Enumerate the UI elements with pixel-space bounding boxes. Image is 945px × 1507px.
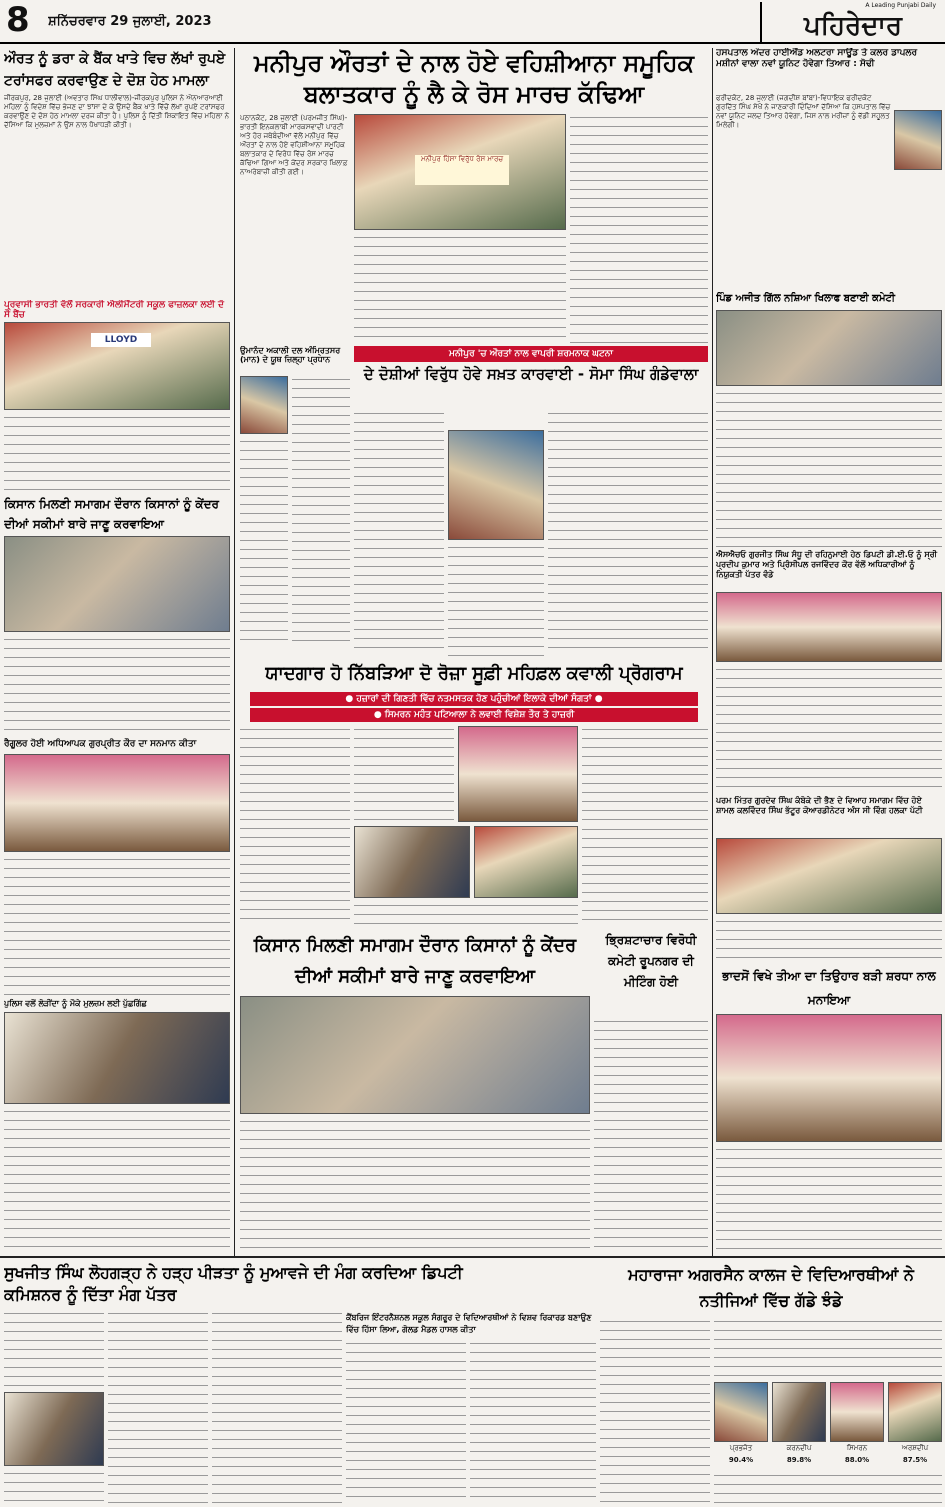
- photo-pind-committee: [716, 310, 942, 386]
- page-number: 8: [6, 0, 30, 40]
- article-body: [4, 636, 230, 736]
- photo-protest-march: [354, 114, 566, 230]
- article-body: [714, 1318, 942, 1378]
- article-body: [346, 1340, 466, 1504]
- headline-manipur-band: ਮਨੀਪੁਰ 'ਚ ਔਰਤਾਂ ਨਾਲ ਵਾਪਰੀ ਸ਼ਰਮਨਾਕ ਘਟਨਾ: [354, 346, 708, 362]
- headline-top-right: ਹਸਪਤਾਲ ਅੰਦਰ ਹਾਈਐਂਡ ਅਲਟਰਾ ਸਾਊਂਡ ਤੇ ਕਲਰ ਡਾਪਲਰ ਮਸ਼ੀਨਾਂ ਵਾਲਾ ਨਵਾਂ ਯੂਨਿਟ ਹੋਵੇਗਾ ਤਿਆਰ : ਸੋਢੀ: [716, 48, 918, 69]
- student-name: ਅਰਸ਼ਦੀਪ: [901, 1444, 929, 1452]
- photo-kisan-meeting: [4, 536, 230, 632]
- headline-sujit: ਸੁਖਜੀਤ ਸਿੰਘ ਲੋਹਗੜ੍ਹ ਨੇ ਹੜ੍ਹ ਪੀੜਤਾ ਨੂੰ ਮੁਆਵਜੇ ਦੀ ਮੰਗ ਕਰਦਿਆ ਡਿਪਟੀ ਕਮਿਸ਼ਨਰ ਨੂੰ ਦਿੱਤਾ ਮੰਗ ਪੱਤਰ: [4, 1263, 463, 1304]
- qawwali-subhead-1: ● ਹਜ਼ਾਰਾਂ ਦੀ ਗਿਣਤੀ ਵਿੱਚ ਨਤਮਸਤਕ ਹੋਣ ਪਹੁੰਚੀਆਂ ਇਲਾਕੇ ਦੀਆਂ ਸੰਗਤਾਂ ●: [250, 692, 698, 706]
- photo-kisan-big: [240, 996, 590, 1114]
- student-name: ਪ੍ਰਭਜੋਤ: [729, 1444, 753, 1452]
- column-rule: [712, 48, 713, 1256]
- akali-block: [240, 346, 350, 656]
- article-body: [354, 902, 578, 926]
- headline-demand: ਦੇ ਦੋਸ਼ੀਆਂ ਵਿਰੁੱਧ ਹੋਵੇ ਸਖ਼ਤ ਕਾਰਵਾਈ - ਸੋਮਾ ਸਿੰਘ ਗੰਡੇਵਾਲਾ: [363, 365, 699, 383]
- article-body: [4, 1310, 104, 1390]
- headline-cambridge: ਕੈਂਬਰਿਜ ਇੰਟਰਨੈਸ਼ਨਲ ਸਕੂਲ ਸੰਗਰੂਰ ਦੇ ਵਿਦਿਆਰਥੀਆਂ ਨੇ ਵਿਸ਼ਵ ਰਿਕਾਰਡ ਬਣਾਉਣ ਵਿੱਚ ਹਿੱਸਾ ਲਿਆ, ਗੋਲਡ ਮੈਡਲ ਹਾਸਲ ਕੀਤਾ: [346, 1313, 592, 1334]
- article-body: [108, 1310, 208, 1504]
- article-body: [354, 410, 444, 656]
- student-card: [830, 1382, 884, 1468]
- article-body: [4, 856, 230, 996]
- student-card: [888, 1382, 942, 1468]
- student-score: 87.5%: [902, 1456, 928, 1464]
- student-name: ਸਿਮਰਨ: [846, 1444, 868, 1452]
- headline-qawwali: ਯਾਦਗਾਰ ਹੋ ਨਿੱਬੜਿਆ ਦੋ ਰੋਜ਼ਾ ਸੂਫ਼ੀ ਮਹਿਫ਼ਲ ਕਵਾਲੀ ਪ੍ਰੋਗਰਾਮ: [265, 663, 683, 684]
- paper-name-logo: [760, 2, 940, 42]
- headline-akali: ਉਮਾਨੰਦ ਅਕਾਲੀ ਦਲ ਅੰਮ੍ਰਿਤਸਰ (ਮਾਨ) ਦੇ ਯੂਥ ਜ਼ਿਲ੍ਹਾ ਪ੍ਰਧਾਨ: [240, 346, 341, 364]
- article-body: [716, 666, 942, 794]
- qawwali-subhead-2: ● ਸਿਮਰਨ ਮਹੰਤ ਪਟਿਆਲਾ ਨੇ ਲਵਾਈ ਵਿਸ਼ੇਸ਼ ਤੌਰ ਤੇ ਹਾਜ਼ਰੀ: [250, 708, 698, 722]
- headline-wedding: ਪਰਮ ਮਿੱਤਰ ਗੁਰਦੇਵ ਸਿੰਘ ਕੰਬੋਕੇ ਦੀ ਭੈਣ ਦੇ ਵਿਆਹ ਸਮਾਗਮ ਵਿੱਚ ਹੋਏ ਸ਼ਾਮਲ ਕਲਵਿੰਦਰ ਸਿੰਘ ਭੱਟੂਰ ਕੋਆਰਡੀਨੇਟਰ ਅੰਸ ਸੀ ਵਿੰਗ ਹਲਕਾ ਪੱਟੀ: [716, 796, 923, 815]
- headline-teeyan: ਭਾਦਸੋਂ ਵਿਖੇ ਤੀਆ ਦਾ ਤਿਉਹਾਰ ਬੜੀ ਸ਼ਰਧਾ ਨਾਲ ਮਨਾਇਆ: [722, 969, 936, 1007]
- article-body: [240, 438, 288, 646]
- student-score: 88.0%: [844, 1456, 870, 1464]
- photo-sujit: [4, 1392, 104, 1466]
- article-body: [716, 1146, 942, 1254]
- article-body: [582, 826, 708, 926]
- headline-kisan-big: ਕਿਸਾਨ ਮਿਲਣੀ ਸਮਾਗਮ ਦੌਰਾਨ ਕਿਸਾਨਾਂ ਨੂੰ ਕੇਂਦਰ ਦੀਆਂ ਸਕੀਮਾਂ ਬਾਰੇ ਜਾਣੂ ਕਰਵਾਇਆ: [253, 935, 577, 987]
- article-body: [292, 376, 350, 646]
- article-body: [240, 1118, 590, 1254]
- photo-police: [4, 1012, 230, 1104]
- student-photo: [888, 1382, 942, 1442]
- article-body: [4, 414, 230, 492]
- article-body: [4, 1108, 230, 1254]
- article-body: [548, 410, 708, 656]
- headline-officer: ਐਸਐਚਓ ਗੁਰਜੀਤ ਸਿੰਘ ਸੰਧੂ ਦੀ ਰਹਿਨੁਮਾਈ ਹੇਠ ਡਿਪਟੀ ਡੀ.ਈ.ਓ ਨੂੰ ਸ੍ਰੀ ਪ੍ਰਦੀਪ ਕੁਮਾਰ ਅਤੇ ਪ੍ਰਿੰਸੀਪਲ ਰਜਵਿੰਦਰ ਕੌਰ ਵੱਲੋਂ ਅਧਿਕਾਰੀਆਂ ਨੂੰ ਨਿਯੁਕਤੀ ਪੱਤਰ ਵੰਡੇ: [716, 550, 938, 579]
- headline-maharaja: ਮਹਾਰਾਜਾ ਅਗਰਸੈਨ ਕਾਲਜ ਦੇ ਵਿਦਿਆਰਥੀਆਂ ਨੇ ਨਤੀਜਿਆਂ ਵਿੱਚ ਗੱਡੇ ਝੰਡੇ: [628, 1265, 914, 1310]
- date-line: ਸ਼ਨਿੱਚਰਵਾਰ 29 ਜੁਲਾਈ, 2023: [48, 14, 212, 29]
- article-body: [470, 1340, 596, 1504]
- article-body: [600, 1318, 710, 1504]
- headline-kisan-small: ਕਿਸਾਨ ਮਿਲਣੀ ਸਮਾਗਮ ਦੌਰਾਨ ਕਿਸਾਨਾਂ ਨੂੰ ਕੇਂਦਰ ਦੀਆਂ ਸਕੀਮਾਂ ਬਾਰੇ ਜਾਣੂ ਕਰਵਾਇਆ: [4, 497, 219, 531]
- student-name: ਕਰਨਦੀਪ: [786, 1444, 812, 1452]
- student-card: [772, 1382, 826, 1468]
- photo-soma-singh: [448, 430, 544, 540]
- headline-school: ਪ੍ਰਵਾਸੀ ਭਾਰਤੀ ਵੱਲੋਂ ਸਰਕਾਰੀ ਐਲੀਮੈਂਟਰੀ ਸਕੂਲ ਫਾਜ਼ਲਕਾ ਲਈ ਦੋ ਸੌ ਬੈਂਚ: [4, 300, 225, 320]
- photo-qawwali-1: [458, 726, 578, 822]
- headline-corruption: ਭ੍ਰਿਸ਼ਟਾਚਾਰ ਵਿਰੋਧੀ ਕਮੇਟੀ ਰੂਪਨਗਰ ਦੀ ਮੀਟਿੰਗ ਹੋਈ: [605, 933, 697, 989]
- student-score: 89.8%: [786, 1456, 812, 1464]
- student-results: [714, 1382, 942, 1468]
- student-photo: [714, 1382, 768, 1442]
- student-photo: [830, 1382, 884, 1442]
- protest-banner: ਮਨੀਪੁਰ ਹਿੰਸਾ ਵਿਰੁੱਧ ਰੋਸ ਮਾਰਚ: [415, 155, 509, 185]
- article-body: [716, 918, 942, 962]
- photo-qawwali-3: [474, 826, 578, 898]
- headline-top-left: ਔਰਤ ਨੂੰ ਡਰਾ ਕੇ ਬੈਂਕ ਖਾਤੇ ਵਿਚ ਲੱਖਾਂ ਰੁਪਏ ਟਰਾਂਸਫਰ ਕਰਵਾਉਣ ਦੇ ਦੋਸ਼ ਹੇਠ ਮਾਮਲਾ: [4, 51, 226, 89]
- article-body: [582, 726, 708, 822]
- article-body: [570, 114, 708, 344]
- photo-officer: [716, 592, 942, 662]
- student-card: [714, 1382, 768, 1468]
- article-body: [4, 1470, 104, 1504]
- photo-honor-teacher: [4, 754, 230, 852]
- headline-main-banner: ਮਨੀਪੁਰ ਔਰਤਾਂ ਦੇ ਨਾਲ ਹੋਏ ਵਹਿਸ਼ੀਆਨਾ ਸਮੂਹਿਕ ਬਲਾਤਕਾਰ ਨੂੰ ਲੈ ਕੇ ਰੋਸ ਮਾਰਚ ਕੱਢਿਆ: [253, 49, 695, 108]
- article-body: [716, 390, 942, 548]
- article-body: ਪਠਾਨਕੋਟ, 28 ਜੁਲਾਈ (ਪਰਮਜੀਤ ਸਿੰਘ)-ਭਾਰਤੀ ਇਨਕਲਾਬੀ ਮਾਰਕਸਵਾਦੀ ਪਾਰਟੀ ਅਤੇ ਹੋਰ ਜਥੇਬੰਦੀਆਂ ਵੱਲੋਂ ਮਨੀਪੁਰ ਵਿੱਚ ਔਰਤਾਂ ਦੇ ਨਾਲ ਹੋਏ ਵਹਿਸ਼ੀਆਨਾ ਸਮੂਹਿਕ ਬਲਾਤਕਾਰ ਦੇ ਵਿਰੋਧ ਵਿੱਚ ਰੋਸ ਮਾਰਚ ਕੱਢਿਆ ਗਿਆ ਅਤੇ ਕੇਂਦਰ ਸਰਕਾਰ ਖ਼ਿਲਾਫ਼ ਨਾਅਰੇਬਾਜ਼ੀ ਕੀਤੀ ਗਈ।: [240, 114, 348, 176]
- article-body: [594, 1018, 708, 1254]
- photo-mla-portrait: [894, 110, 942, 170]
- headline-honor: ਰੈਗੂਲਰ ਹੋਈ ਅਧਿਆਪਕ ਗੁਰਪ੍ਰੀਤ ਕੌਰ ਦਾ ਸਨਮਾਨ ਕੀਤਾ: [4, 739, 197, 749]
- article-body: [448, 544, 544, 656]
- photo-qawwali-2: [354, 826, 470, 898]
- paper-tagline: A Leading Punjabi Daily: [865, 2, 936, 9]
- photo-school-children: [4, 322, 230, 410]
- article-body: ਫਰੀਦਕੋਟ, 28 ਜੁਲਾਈ (ਜਗਦੀਸ਼ ਬਾਂਬਾ)-ਵਿਧਾਇਕ ਫਰੀਦਕੋਟ ਗੁਰਦਿੱਤ ਸਿੰਘ ਸੇਖੋਂ ਨੇ ਜਾਣਕਾਰੀ ਦਿੰਦਿਆਂ ਦੱਸਿਆ ਕਿ ਹਸਪਤਾਲ ਵਿੱਚ ਨਵਾਂ ਯੂਨਿਟ ਜਲਦ ਤਿਆਰ ਹੋਵੇਗਾ, ਜਿਸ ਨਾਲ ਮਰੀਜ਼ਾਂ ਨੂੰ ਵੱਡੀ ਸਹੂਲਤ ਮਿਲੇਗੀ।: [716, 94, 891, 129]
- student-photo: [772, 1382, 826, 1442]
- article-body: [212, 1310, 342, 1504]
- section-rule: [0, 1256, 945, 1258]
- article-body: [354, 726, 454, 822]
- article-body: [714, 1472, 942, 1504]
- headline-police: ਪੁਲਿਸ ਵਲੋਂ ਲੋੜੀਂਦਾ ਨੂੰ ਮੌਕੇ ਮੁਲਜ਼ਮ ਲਈ ਪੁੱਛਗਿੱਛ: [4, 999, 147, 1008]
- headline-pind-committee: ਪਿੰਡ ਅਜੀਤ ਗਿੱਲ ਨਸ਼ਿਆ ਖਿਲਾਫ ਬਣਾਈ ਕਮੇਟੀ: [716, 293, 895, 304]
- article-body: [240, 726, 350, 926]
- masthead: [0, 0, 945, 44]
- photo-banner-text: LLOYD: [91, 333, 151, 347]
- photo-wedding: [716, 838, 942, 914]
- column-rule: [234, 48, 235, 1256]
- photo-portrait: [240, 376, 288, 434]
- photo-teeyan: [716, 1014, 942, 1142]
- paper-name: ਪਹਿਰੇਦਾਰ: [804, 11, 902, 41]
- article-body: [354, 234, 566, 344]
- article-body: ਜੀਰਕਪੁਰ, 28 ਜੁਲਾਈ (ਅਵਤਾਰ ਸਿੰਘ ਧਾਲੀਵਾਲ)-ਜੀਰਕਪੁਰ ਪੁਲਿਸ ਨੇ ਐਨਆਰਆਈ ਮਹਿਲਾ ਨੂੰ ਵਿਦੇਸ਼ ਵਿੱਚ ਭੇਜਣ ਦਾ ਝਾਂਸਾ ਦੇ ਕੇ ਉਸਦੇ ਬੈਂਕ ਖਾਤੇ ਵਿੱਚੋਂ ਲੱਖਾਂ ਰੁਪਏ ਟਰਾਂਸਫਰ ਕਰਵਾਉਣ ਦੇ ਦੋਸ਼ ਹੇਠ ਮਾਮਲਾ ਦਰਜ ਕੀਤਾ ਹੈ। ਪੁਲਿਸ ਨੂੰ ਦਿੱਤੀ ਸ਼ਿਕਾਇਤ ਵਿੱਚ ਮਹਿਲਾ ਨੇ ਦੱਸਿਆ ਕਿ ਮੁਲਜ਼ਮਾਂ ਨੇ ਉਸ ਨਾਲ ਧੋਖਾਧੜੀ ਕੀਤੀ।: [4, 94, 230, 129]
- student-score: 90.4%: [728, 1456, 754, 1464]
